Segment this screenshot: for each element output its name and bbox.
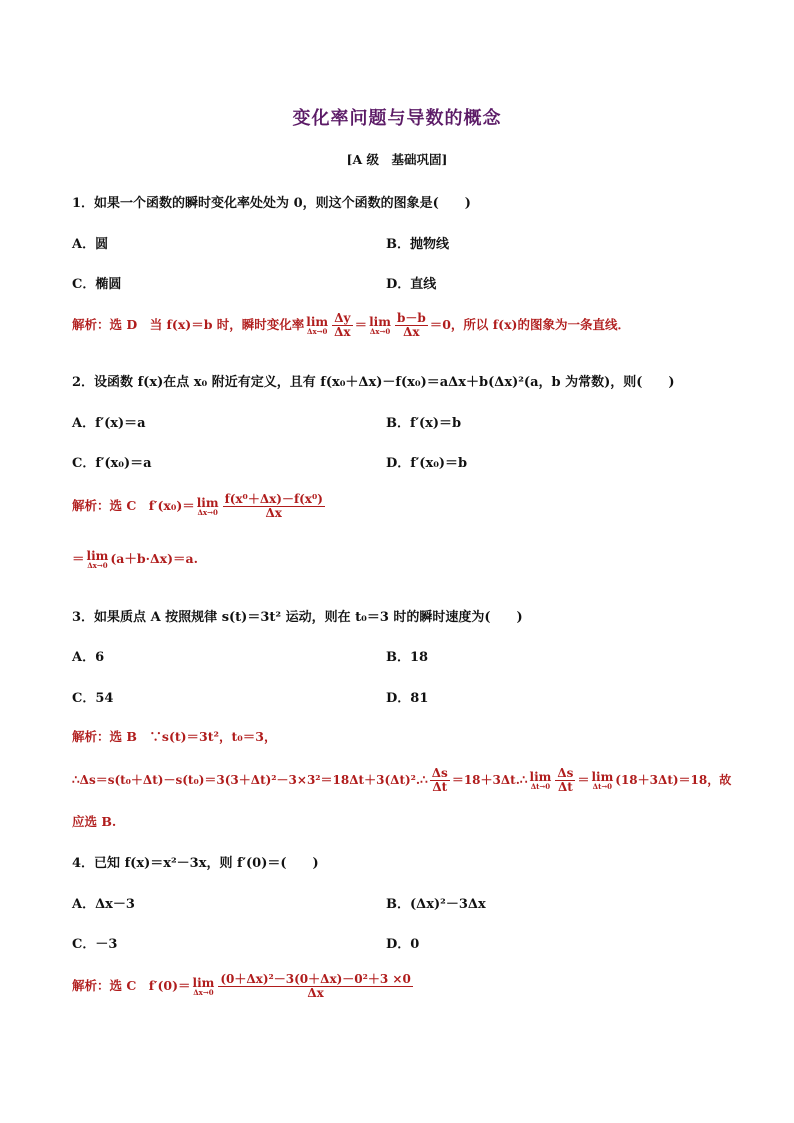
question-1-stem: 1．如果一个函数的瞬时变化率处处为 0，则这个函数的图象是( ) [72,196,471,211]
fraction: $\frac{\text{(0＋Δx)²－3(0＋Δx)－0²＋3 ×0}}{\Delta x}$ [220,972,411,1001]
question-1-solution: 解析：选 D 当 f(x)＝b 时，瞬时变化率 lim Δx→0 $\frac{\Delta y}{\Delta x}$ ＝ lim Δx→0 $\frac{b-b}{\Delta x}$ ＝0，所以 f(x)的图象为一条直线． [72,311,630,340]
question-1-option-a: A．圆 [72,237,109,252]
section-level: [A 级 基础巩固] [346,152,448,167]
solution-text: 解析：选 D 当 f(x)＝b 时，瞬时变化率 [72,317,305,333]
limit-symbol: lim Δx→0 [306,315,329,337]
question-4-stem: 4．已知 f(x)＝x²－3x，则 f′(0)＝( ) [72,856,319,871]
question-1-option-b: B．抛物线 [386,237,449,252]
question-4-option-a: A．Δx－3 [72,897,135,912]
fraction: $\frac{\Delta s}{\Delta t}$ [557,766,574,795]
question-4-option-b: B．(Δx)²－3Δx [386,897,486,912]
question-2-stem: 2．设函数 f(x)在点 x₀ 附近有定义，且有 f(x₀＋Δx)－f(x₀)＝aΔx＋b(Δx)²(a，b 为常数)，则( ) [72,375,675,390]
limit-symbol: lim Δt→0 [529,770,552,792]
question-2-option-a: A．f′(x)＝a [72,416,146,431]
limit-symbol: lim Δx→0 [192,976,215,998]
fraction: $\frac{\Delta s}{\Delta t}$ [431,766,448,795]
page-title: 变化率问题与导数的概念 [292,108,502,129]
question-2-solution: 解析：选 C f′(x₀)＝ lim Δx→0 $\frac{\text{f(x⁰＋Δx)－f(x⁰)}}{\Delta x}$ [72,492,323,521]
question-2-option-b: B．f′(x)＝b [386,416,462,431]
question-3-option-b: B．18 [386,650,429,665]
question-4-solution: 解析：选 C f′(0)＝ lim Δx→0 $\frac{\text{(0＋Δx)²－3(0＋Δx)－0²＋3 ×0}}{\Delta x}$ [72,972,411,1001]
question-1-option-d: D．直线 [386,277,437,292]
fraction: $\frac{\Delta y}{\Delta x}$ [334,311,351,340]
limit-symbol: lim Δt→0 [591,770,614,792]
question-4-option-c: C．－3 [72,937,118,952]
limit-symbol: lim Δx→0 [196,496,219,518]
question-3-option-c: C．54 [72,691,114,706]
question-4-option-d: D．0 [386,937,420,952]
question-3-solution-line3: 应选 B. [72,814,117,829]
limit-symbol: lim Δx→0 [86,549,109,570]
fraction: $\frac{b-b}{\Delta x}$ [396,311,426,340]
question-3-solution-line2: ∴Δs＝s(t₀＋Δt)－s(t₀)＝3(3＋Δt)²－3×3²＝18Δt＋3(Δt)².∴ $\frac{\Delta s}{\Delta t}$ ＝18＋3Δt.∴ lim Δt→0 $\frac{\Delta s}{\Delta t}$ ＝ lim Δt→0 (18＋3Δt)＝18，故 [72,766,732,795]
question-2-option-c: C．f′(x₀)＝a [72,456,152,471]
question-1-option-c: C．椭圆 [72,277,122,292]
limit-symbol: lim Δx→0 [369,315,391,337]
fraction: $\frac{\text{f(x⁰＋Δx)－f(x⁰)}}{\Delta x}$ [224,492,323,521]
question-3-solution: 解析：选 B ∵s(t)＝3t²，t₀＝3， [72,729,277,744]
question-3-option-d: D．81 [386,691,429,706]
question-2-option-d: D．f′(x₀)＝b [386,456,468,471]
question-3-option-a: A．6 [72,650,105,665]
question-2-solution-line2: ＝ lim Δx→0 (a＋b·Δx)＝a. [72,549,198,570]
question-3-stem: 3．如果质点 A 按照规律 s(t)＝3t² 运动，则在 t₀＝3 时的瞬时速度为( ) [72,610,523,625]
